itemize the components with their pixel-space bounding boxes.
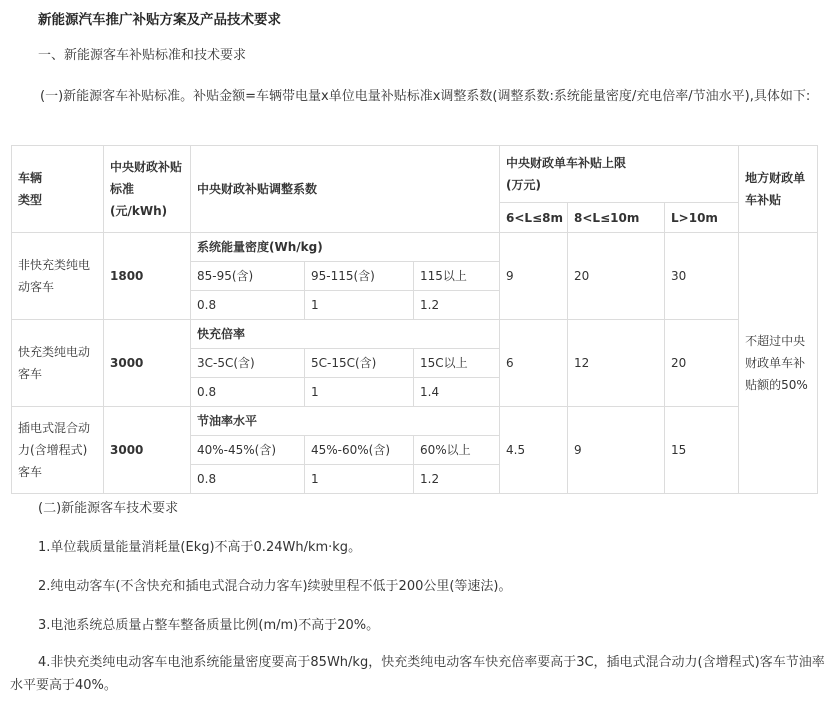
header-adjust-coefficient: 中央财政补贴调整系数 bbox=[191, 146, 500, 233]
requirement-4: 4.非快充类纯电动客车电池系统能量密度要高于85Wh/kg，快充类纯电动客车快充倍率要高于3C，插电式混合动力(含增程式)客车节油率水平要高于40%。 bbox=[10, 655, 825, 693]
range-cell: 45%-60%(含) bbox=[305, 436, 414, 465]
range-cell: 3C-5C(含) bbox=[191, 349, 305, 378]
section-2-heading: (二)新能源客车技术要求 bbox=[38, 501, 179, 516]
header-vehicle-type: 车辆 类型 bbox=[12, 146, 104, 233]
table-header-row bbox=[12, 146, 818, 203]
range-cell: 5C-15C(含) bbox=[305, 349, 414, 378]
range-cell: 60%以上 bbox=[414, 436, 500, 465]
param-label-cell: 系统能量密度(Wh/kg) bbox=[191, 233, 500, 262]
header-local-subsidy: 地方财政单 车补贴 bbox=[739, 146, 818, 233]
header-central-standard: 中央财政补贴 标准 (元/kWh) bbox=[104, 146, 191, 233]
subsidy-table bbox=[11, 145, 818, 494]
cap-cell: 20 bbox=[568, 233, 665, 320]
coef-cell: 1 bbox=[305, 378, 414, 407]
param-label-cell: 节油率水平 bbox=[191, 407, 500, 436]
cap-cell: 9 bbox=[500, 233, 568, 320]
cap-cell: 12 bbox=[568, 320, 665, 407]
coef-cell: 1 bbox=[305, 291, 414, 320]
cap-cell: 6 bbox=[500, 320, 568, 407]
coef-cell: 0.8 bbox=[191, 291, 305, 320]
table-row bbox=[12, 320, 818, 349]
intro-paragraph: (一)新能源客车补贴标准。补贴金额=车辆带电量x单位电量补贴标准x调整系数(调整系数:系统能量密度/充电倍率/节油水平),具体如下: bbox=[40, 89, 811, 104]
range-cell: 40%-45%(含) bbox=[191, 436, 305, 465]
cap-cell: 20 bbox=[665, 320, 739, 407]
cap-cell: 4.5 bbox=[500, 407, 568, 494]
cap-cell: 30 bbox=[665, 233, 739, 320]
requirement-1: 1.单位载质量能量消耗量(Ekg)不高于0.24Wh/km·kg。 bbox=[38, 540, 362, 555]
coef-cell: 0.8 bbox=[191, 378, 305, 407]
requirement-3: 3.电池系统总质量占整车整备质量比例(m/m)不高于20%。 bbox=[38, 618, 380, 633]
range-cell: 15C以上 bbox=[414, 349, 500, 378]
standard-cell: 3000 bbox=[104, 320, 191, 407]
document-title: 新能源汽车推广补贴方案及产品技术要求 bbox=[38, 12, 281, 28]
header-length-2: 8<L≤10m bbox=[568, 203, 665, 233]
coef-cell: 1.2 bbox=[414, 465, 500, 494]
header-length-1: 6<L≤8m bbox=[500, 203, 568, 233]
cap-cell: 9 bbox=[568, 407, 665, 494]
range-cell: 95-115(含) bbox=[305, 262, 414, 291]
coef-cell: 1 bbox=[305, 465, 414, 494]
coef-cell: 1.2 bbox=[414, 291, 500, 320]
coef-cell: 0.8 bbox=[191, 465, 305, 494]
param-label-cell: 快充倍率 bbox=[191, 320, 500, 349]
header-cap: 中央财政单车补贴上限 (万元) bbox=[500, 146, 739, 203]
cap-cell: 15 bbox=[665, 407, 739, 494]
table-row bbox=[12, 407, 818, 436]
range-cell: 85-95(含) bbox=[191, 262, 305, 291]
table-row bbox=[12, 233, 818, 262]
local-subsidy-cell: 不超过中央 财政单车补 贴额的50% bbox=[739, 233, 818, 494]
requirement-2: 2.纯电动客车(不含快充和插电式混合动力客车)续驶里程不低于200公里(等速法)。 bbox=[38, 579, 512, 594]
standard-cell: 1800 bbox=[104, 233, 191, 320]
vehicle-type-cell: 非快充类纯电 动客车 bbox=[12, 233, 104, 320]
vehicle-type-cell: 插电式混合动 力(含增程式) 客车 bbox=[12, 407, 104, 494]
standard-cell: 3000 bbox=[104, 407, 191, 494]
section-1-heading: 一、新能源客车补贴标准和技术要求 bbox=[38, 48, 247, 63]
range-cell: 115以上 bbox=[414, 262, 500, 291]
header-length-3: L>10m bbox=[665, 203, 739, 233]
coef-cell: 1.4 bbox=[414, 378, 500, 407]
vehicle-type-cell: 快充类纯电动 客车 bbox=[12, 320, 104, 407]
